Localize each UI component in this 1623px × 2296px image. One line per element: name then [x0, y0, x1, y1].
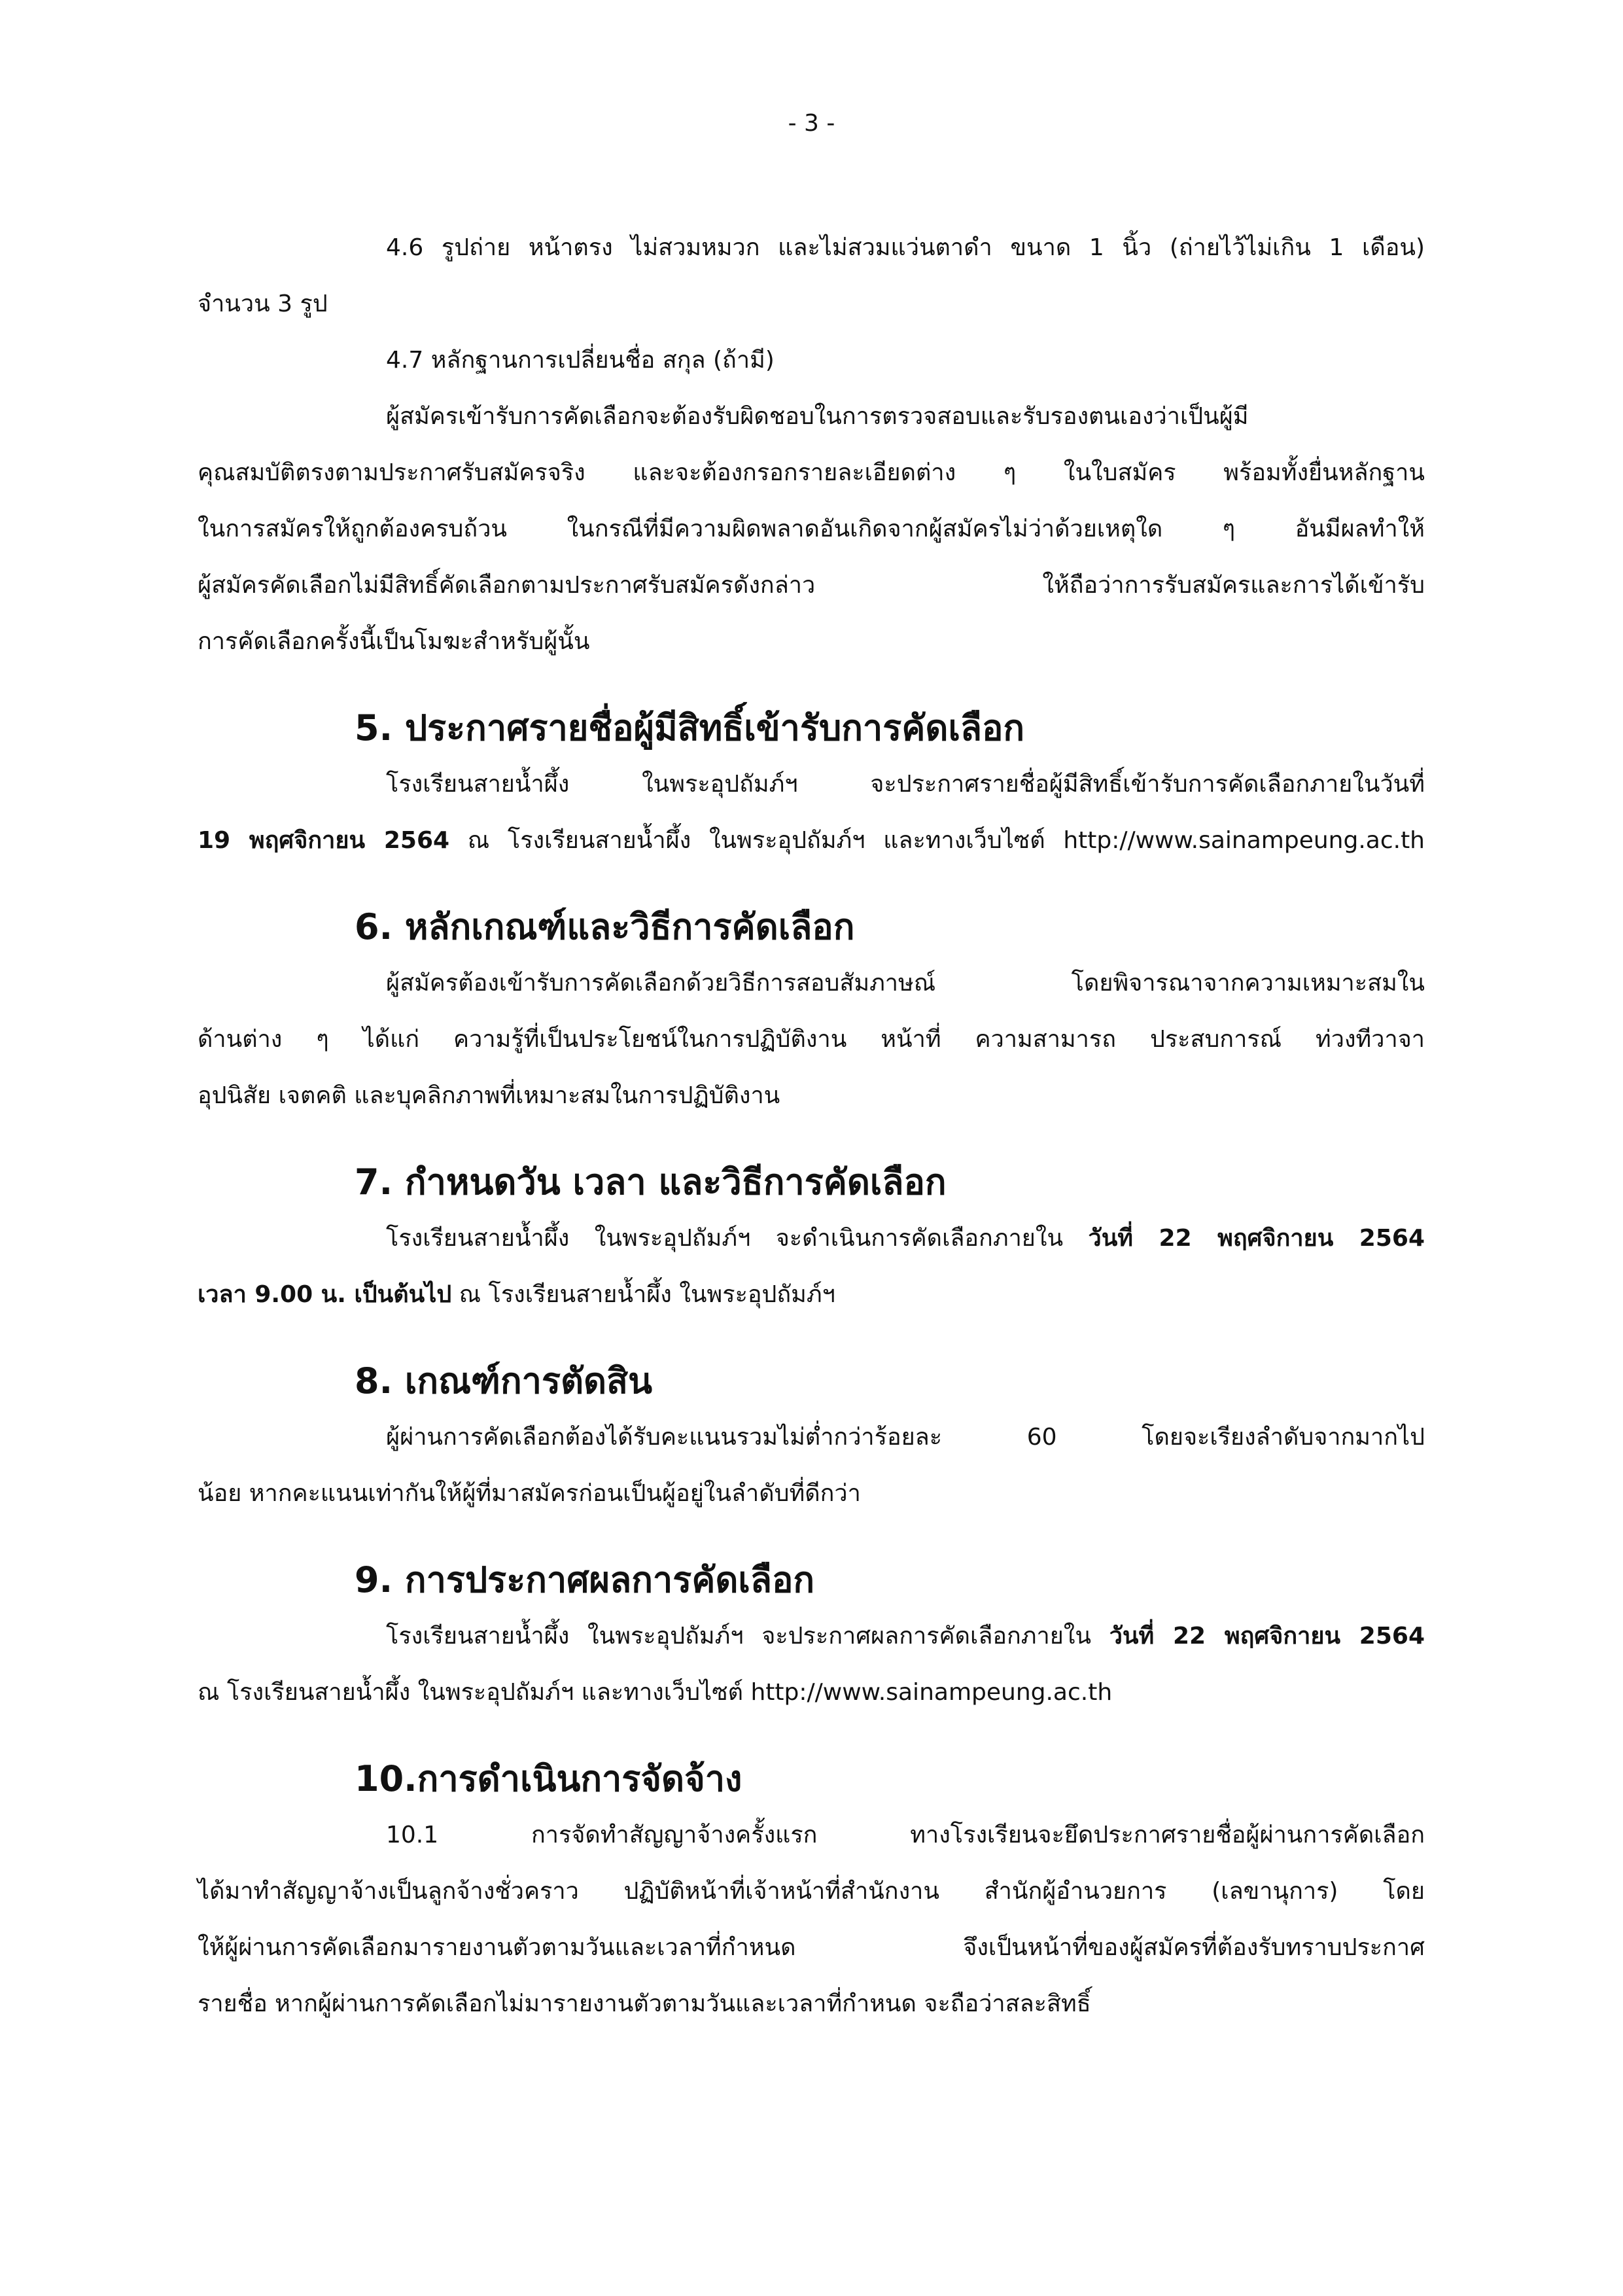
section-7-line-text: โรงเรียนสายน้ำผึ้ง ในพระอุปถัมภ์ฯ จะดำเนินการคัดเลือกภายใน [386, 1225, 1089, 1252]
section-7-line-rest: ณ โรงเรียนสายน้ำผึ้ง ในพระอุปถัมภ์ฯ [451, 1281, 835, 1308]
section-6-line: ด้านต่าง ๆ ได้แก่ ความรู้ที่เป็นประโยชน์ในการปฏิบัติงาน หน้าที่ ความสามารถ ประสบการณ์ ท่วงทีวาจา [198, 1026, 1425, 1053]
section-7-heading: 7. กำหนดวัน เวลา และวิธีการคัดเลือก [355, 1161, 947, 1203]
section-9-heading: 9. การประกาศผลการคัดเลือก [355, 1559, 815, 1600]
document-body [198, 220, 1425, 2032]
section-8-line: น้อย หากคะแนนเท่ากันให้ผู้ที่มาสมัครก่อนเป็นผู้อยู่ในลำดับที่ดีกว่า [198, 1480, 861, 1507]
item-4-6-line2: จำนวน 3 รูป [198, 291, 328, 317]
selection-date: วันที่ 22 พฤศจิกายน 2564 [1088, 1225, 1425, 1252]
responsibility-line: ผู้สมัครเข้ารับการคัดเลือกจะต้องรับผิดชอบในการตรวจสอบและรับรองตนเองว่าเป็นผู้มี [386, 403, 1249, 430]
section-10-heading: 10.การดำเนินการจัดจ้าง [355, 1758, 742, 1799]
section-6-line: ผู้สมัครต้องเข้ารับการคัดเลือกด้วยวิธีการสอบสัมภาษณ์ โดยพิจารณาจากความเหมาะสมใน [386, 970, 1425, 997]
result-date: วันที่ 22 พฤศจิกายน 2564 [1109, 1623, 1425, 1650]
responsibility-line: การคัดเลือกครั้งนี้เป็นโมฆะสำหรับผู้นั้น [198, 628, 590, 655]
section-5-line-rest: ณ โรงเรียนสายน้ำผึ้ง ในพระอุปถัมภ์ฯ และทางเว็บไซต์ http://www.sainampeung.ac.th [449, 827, 1425, 854]
item-4-7: 4.7 หลักฐานการเปลี่ยนชื่อ สกุล (ถ้ามี) [386, 347, 775, 374]
section-7-line [198, 1267, 1425, 1323]
item-4-6-line1: 4.6 รูปถ่าย หน้าตรง ไม่สวมหมวก และไม่สวมแว่นตาดำ ขนาด 1 นิ้ว (ถ่ายไว้ไม่เกิน 1 เดือน) [386, 234, 1425, 261]
section-8-heading: 8. เกณฑ์การตัดสิน [355, 1360, 652, 1402]
section-10-line: 10.1 การจัดทำสัญญาจ้างครั้งแรก ทางโรงเรียนจะยึดประกาศรายชื่อผู้ผ่านการคัดเลือก [386, 1822, 1425, 1848]
section-9-line: ณ โรงเรียนสายน้ำผึ้ง ในพระอุปถัมภ์ฯ และทางเว็บไซต์ http://www.sainampeung.ac.th [198, 1679, 1113, 1706]
section-9-line-text: โรงเรียนสายน้ำผึ้ง ในพระอุปถัมภ์ฯ จะประกาศผลการคัดเลือกภายใน [386, 1623, 1109, 1650]
responsibility-line: คุณสมบัติตรงตามประกาศรับสมัครจริง และจะต้องกรอกรายละเอียดต่าง ๆ ในใบสมัคร พร้อมทั้งยื่นหลักฐาน [198, 459, 1425, 486]
selection-time: เวลา 9.00 น. เป็นต้นไป [198, 1281, 452, 1308]
section-5-heading: 5. ประกาศรายชื่อผู้มีสิทธิ์เข้ารับการคัดเลือก [355, 707, 1025, 749]
section-6-heading: 6. หลักเกณฑ์และวิธีการคัดเลือก [355, 906, 855, 947]
responsibility-line: ผู้สมัครคัดเลือกไม่มีสิทธิ์คัดเลือกตามประกาศรับสมัครดังกล่าว ให้ถือว่าการรับสมัครและการได้เข้ารับ [198, 572, 1425, 599]
section-10-line: รายชื่อ หากผู้ผ่านการคัดเลือกไม่มารายงานตัวตามวันและเวลาที่กำหนด จะถือว่าสละสิทธิ์ [198, 1990, 1091, 2017]
announce-date: 19 พฤศจิกายน 2564 [198, 827, 450, 854]
section-10-line: ให้ผู้ผ่านการคัดเลือกมารายงานตัวตามวันและเวลาที่กำหนด จึงเป็นหน้าที่ของผู้สมัครที่ต้องรับทราบประกาศ [198, 1934, 1425, 1961]
section-5-line [198, 813, 1425, 869]
section-10-line: ได้มาทำสัญญาจ้างเป็นลูกจ้างชั่วคราว ปฏิบัติหน้าที่เจ้าหน้าที่สำนักงาน สำนักผู้อำนวยการ (เลขานุการ) โดย [198, 1878, 1425, 1905]
section-7-line [198, 1210, 1425, 1267]
section-9-line [198, 1608, 1425, 1665]
page-number: - 3 - [788, 110, 835, 137]
responsibility-line: ในการสมัครให้ถูกต้องครบถ้วน ในกรณีที่มีความผิดพลาดอันเกิดจากผู้สมัครไม่ว่าด้วยเหตุใด ๆ อันมีผลทำให้ [198, 516, 1425, 542]
section-6-line: อุปนิสัย เจตคติ และบุคลิกภาพที่เหมาะสมในการปฏิบัติงาน [198, 1082, 780, 1109]
section-5-line: โรงเรียนสายน้ำผึ้ง ในพระอุปถัมภ์ฯ จะประกาศรายชื่อผู้มีสิทธิ์เข้ารับการคัดเลือกภายในวันที่ [386, 771, 1425, 798]
section-8-line: ผู้ผ่านการคัดเลือกต้องได้รับคะแนนรวมไม่ต่ำกว่าร้อยละ 60 โดยจะเรียงลำดับจากมากไป [386, 1424, 1425, 1451]
